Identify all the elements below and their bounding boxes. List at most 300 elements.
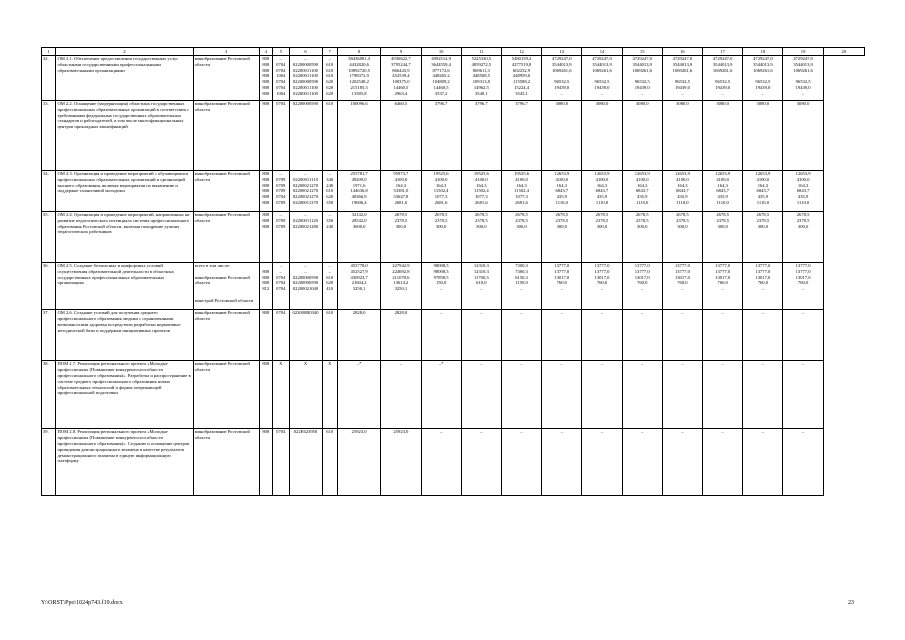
value-cell <box>501 361 541 429</box>
value-line: 255781,7 <box>350 171 368 176</box>
measure-name: ПОМ 2.7. Реализация регионального проекта «Молодые профессионалы (Повышение конкурентоспособности профессионального образования)». Разработка и распространение в системе среднего профессионального образования новых образовательных технологий и формы опережающей профессиональной подготовки <box>56 361 193 429</box>
value-line: 164,3 <box>637 182 648 188</box>
value-line: – <box>439 310 443 316</box>
value-cell <box>582 361 622 429</box>
value-line: 6843,7 <box>676 188 689 194</box>
value-line: – <box>681 286 684 292</box>
value-line: 808 <box>262 171 270 176</box>
value-line: 3600,0 <box>352 223 366 229</box>
value-cell <box>783 429 823 496</box>
row-number: 38. <box>42 361 56 429</box>
value-line: 808 <box>262 212 270 217</box>
value-cell <box>421 361 461 429</box>
budget-table <box>41 47 865 496</box>
value-cell <box>662 429 702 496</box>
value-line: – <box>560 310 563 316</box>
value-line: – <box>600 429 604 435</box>
value-line: 5225330,5 <box>471 56 492 61</box>
value-line: 13777,0 <box>634 263 650 268</box>
value-line: 2828,0 <box>394 310 408 316</box>
column-number-cell: 10 <box>421 48 461 56</box>
value-line: 02200011100 <box>293 73 318 79</box>
value-line: 19525,6 <box>514 171 530 176</box>
value-line: 3544013,9 <box>793 61 813 67</box>
measure-name: ОМ 2.2. Оснащение (модернизация) областных государственных профессиональных образовательных организаций в соответствии с требованиями федеральных государственных образовательных стандартов и работодателей, в том числе многофункциональных центров прикладных квалификаций <box>56 101 193 171</box>
value-line: 21604,2 <box>351 280 367 286</box>
value-line: 4277519,8 <box>511 61 532 67</box>
value-cell <box>622 263 662 310</box>
value-line: 0704 <box>276 280 286 286</box>
value-cell <box>421 212 461 263</box>
value-cell <box>381 56 421 101</box>
value-line: 0709 <box>276 199 286 205</box>
column-number-cell: 9 <box>381 48 421 56</box>
value-cell <box>783 212 823 263</box>
value-cell <box>337 171 380 212</box>
value-cell <box>622 212 662 263</box>
value-line: 1004 <box>276 90 286 96</box>
value-line: 435,9 <box>596 194 608 200</box>
value-line: 6843,7 <box>635 188 649 194</box>
value-cell <box>582 101 622 171</box>
value-line: 300,0 <box>677 223 688 229</box>
value-line: 3080,0 <box>756 101 770 106</box>
value-line: – <box>328 171 331 176</box>
executor: минобразование Ростовской области <box>193 361 259 429</box>
value-line: 0704 <box>276 274 286 280</box>
value-cell <box>662 171 702 212</box>
value-cell <box>289 56 322 101</box>
value-line: – <box>304 268 307 274</box>
value-cell <box>461 429 501 496</box>
column-number-cell: 5 <box>273 48 290 56</box>
column-number-cell: 18 <box>743 48 783 56</box>
value-line: 7300,3 <box>515 268 528 274</box>
value-line: – <box>279 268 282 274</box>
value-line: 6843,7 <box>756 188 770 194</box>
value-cell <box>622 310 662 361</box>
value-line: 0709 <box>276 182 286 188</box>
value-line: 100096,6 <box>350 101 368 106</box>
value-line: 19439,0 <box>674 84 690 90</box>
value-cell <box>273 212 290 263</box>
value-line: 96532,5 <box>755 79 771 85</box>
value-line: 3250,1 <box>394 286 408 292</box>
value-line: 4100,0 <box>716 176 729 182</box>
value-line: 1077,3 <box>475 194 488 200</box>
value-line: 19525,6 <box>473 171 489 176</box>
value-line: 3545,1 <box>515 90 528 96</box>
value-cell <box>461 101 501 171</box>
value-line: 0704 <box>276 79 286 85</box>
column-number-cell: 20 <box>823 48 864 56</box>
value-cell <box>259 56 272 101</box>
value-line: – <box>681 361 684 367</box>
measure-name: ОМ 2.5. Создание безопасных и комфортных условий осуществления образовательной деятельности в областных государственных профессиональных образовательных организациях <box>56 263 193 310</box>
value-line: – <box>641 361 644 367</box>
value-cell <box>461 212 501 263</box>
value-line: 760,0 <box>556 280 567 286</box>
value-line: – <box>801 286 805 292</box>
value-line: 1069261,6 <box>753 67 773 73</box>
value-cell <box>337 101 380 171</box>
value-cell <box>337 56 380 101</box>
value-cell <box>622 429 662 496</box>
value-cell <box>421 310 461 361</box>
value-line: 13777,0 <box>634 268 650 274</box>
value-line: 11502,4 <box>433 188 449 194</box>
value-line: – <box>681 429 684 435</box>
value-line: – <box>480 310 483 316</box>
value-line: 448959,0 <box>512 73 531 79</box>
value-line: 620 <box>326 90 334 96</box>
value-line: 808 <box>262 67 270 73</box>
value-line: 13777,0 <box>715 263 731 268</box>
value-line: 13614,2 <box>393 280 409 286</box>
value-line: 300,0 <box>637 223 648 229</box>
value-line: 1069261,6 <box>712 67 733 73</box>
value-line: 224692,8 <box>392 268 410 274</box>
measure-name: ОМ 2.3. Организация и проведение мероприятий с обучающимися профессиональных образовательных организаций и организаций высшего образования, включая мероприятия по выявлению и поддержке талантливой молодежи <box>56 171 193 212</box>
value-line: 4100,0 <box>475 176 488 182</box>
value-cell <box>337 429 380 496</box>
value-line: 1110,0 <box>595 199 609 205</box>
value-cell <box>259 263 272 310</box>
value-line: 96532,5 <box>594 79 610 85</box>
value-line: 3544013,9 <box>552 61 572 67</box>
value-line: 19439,0 <box>634 84 650 90</box>
value-line: 33647,8 <box>393 194 409 200</box>
value-line: – <box>600 286 604 292</box>
value-line: – <box>279 212 282 217</box>
value-line: 227942,9 <box>392 263 410 268</box>
value-cell <box>322 101 337 171</box>
value-line: 2678,5 <box>555 212 569 217</box>
value-cell <box>461 56 501 101</box>
value-line: 808 <box>262 61 270 67</box>
value-line: 25923,0 <box>393 429 409 435</box>
value-line: 760,0 <box>596 280 608 286</box>
value-line: 4100,0 <box>676 176 689 182</box>
value-line: 5480159,2 <box>511 56 532 61</box>
value-line: 300,0 <box>757 223 769 229</box>
value-line: 1798372,9 <box>349 73 369 79</box>
value-cell <box>273 56 290 101</box>
value-cell <box>381 361 421 429</box>
executor-line: минстрой Ростовской области <box>194 297 254 303</box>
value-line: 448508,5 <box>472 73 490 79</box>
value-cell <box>461 263 501 310</box>
value-cell <box>501 56 541 101</box>
value-line: 0704 <box>276 101 286 106</box>
value-line: 164,3 <box>596 182 608 188</box>
value-line: 7300,3 <box>515 263 528 268</box>
value-cell <box>461 310 501 361</box>
value-line: 0709 <box>276 188 286 194</box>
value-line: 11700,3 <box>473 274 489 280</box>
value-cell <box>622 171 662 212</box>
value-line: 808 <box>262 223 270 229</box>
value-line: 808 <box>262 188 270 194</box>
value-line: 2678,5 <box>515 212 528 217</box>
value-line: X <box>328 361 332 367</box>
value-line: 13777,0 <box>755 263 771 268</box>
value-line: 1110,0 <box>555 199 568 205</box>
value-line: 98008,5 <box>433 268 449 274</box>
value-cell <box>622 101 662 171</box>
value-line: X <box>279 361 283 367</box>
value-line: 602232,9 <box>512 67 531 73</box>
value-line: 96532,5 <box>554 79 570 85</box>
value-cell <box>381 171 421 212</box>
value-cell <box>322 212 337 263</box>
value-line: 808 <box>262 310 270 316</box>
value-cell <box>542 171 582 212</box>
value-line: – <box>721 90 724 96</box>
value-line: 3544013,9 <box>712 61 733 67</box>
value-line: 12653,9 <box>715 171 731 176</box>
value-line: 13777,0 <box>755 268 771 274</box>
value-line: 13777,0 <box>554 263 570 268</box>
column-number-cell: 8 <box>337 48 380 56</box>
value-cell <box>662 263 702 310</box>
value-line: 760,0 <box>797 280 809 286</box>
value-cell <box>582 212 622 263</box>
value-line: 164,3 <box>395 182 407 188</box>
value-cell <box>322 263 337 310</box>
executor: минобразование Ростовской области <box>193 56 259 101</box>
value-line: 808 <box>262 429 270 435</box>
value-line: 4100,0 <box>434 176 448 182</box>
executor-line: минобразование Ростовской области <box>194 274 250 286</box>
value-line: 1150,0 <box>515 280 528 286</box>
value-line: 1069261,6 <box>793 67 813 73</box>
value-cell <box>259 361 272 429</box>
value-cell <box>337 212 380 263</box>
value-cell <box>783 101 823 171</box>
value-cell <box>542 56 582 101</box>
value-line: 3080,0 <box>716 101 729 106</box>
table-row <box>42 56 865 101</box>
value-line: 6843,7 <box>796 188 810 194</box>
value-line: – <box>641 90 644 96</box>
value-line: 13017,0 <box>634 274 650 280</box>
value-line: 215185,3 <box>350 84 368 90</box>
value-line: 620 <box>326 194 334 200</box>
value-line: 452527,9 <box>350 268 368 274</box>
value-line: 2678,5 <box>394 212 408 217</box>
value-line: – <box>328 268 331 274</box>
value-line: 144636,8 <box>350 188 368 194</box>
value-line: 4059272,5 <box>471 61 492 67</box>
value-line: 610,0 <box>476 280 487 286</box>
value-line: 610 <box>326 67 334 73</box>
value-line: – <box>721 286 724 292</box>
value-line: 808 <box>262 274 270 280</box>
value-line: 620 <box>326 84 334 90</box>
value-line: 435,9 <box>556 194 567 200</box>
value-cell <box>542 429 582 496</box>
value-cell <box>273 310 290 361</box>
value-line: 0704 <box>276 61 286 67</box>
value-cell <box>542 101 582 171</box>
value-line: 4729247,0 <box>672 56 693 61</box>
value-line: – <box>600 90 604 96</box>
value-line: – <box>801 310 805 316</box>
value-line: 2378,5 <box>676 217 689 223</box>
measure-name: ОМ 2.6. Создание условий для получения среднего профессионального образования людьми с ограниченными возможностями здоровья посредством разработки нормативно-методической базы и поддержки инициативных проектов <box>56 310 193 361</box>
value-cell <box>289 101 322 171</box>
value-line: 1069261,6 <box>552 67 572 73</box>
value-cell <box>322 56 337 101</box>
value-line: 97858,5 <box>433 274 449 280</box>
value-line: 1202548,2 <box>349 79 369 85</box>
value-line: 10892720,5 <box>348 67 371 73</box>
column-number-cell: 13 <box>542 48 582 56</box>
value-line: 3080,0 <box>595 101 609 106</box>
value-cell <box>289 263 322 310</box>
value-line: 808 <box>262 79 270 85</box>
value-line: – <box>801 90 805 96</box>
value-line: 455778,0 <box>350 263 368 268</box>
value-line: – <box>520 361 523 367</box>
value-line: 13777,0 <box>674 263 690 268</box>
value-line: 2678,5 <box>595 212 609 217</box>
value-line: 2378,5 <box>635 217 649 223</box>
value-line: 2378,5 <box>555 217 569 223</box>
value-cell <box>743 171 783 212</box>
value-line: 02200011100 <box>293 84 318 90</box>
row-number: 35. <box>42 212 56 263</box>
value-line: 6843,7 <box>595 188 609 194</box>
value-line: 3537,2 <box>434 90 448 96</box>
value-line: – <box>304 212 307 217</box>
value-line: 1971,6 <box>352 182 366 188</box>
value-cell <box>743 56 783 101</box>
value-cell <box>289 171 322 212</box>
value-line: 19606,4 <box>351 199 367 205</box>
value-cell <box>461 361 501 429</box>
value-line: 808 <box>262 199 270 205</box>
value-cell <box>273 171 290 212</box>
table-row <box>42 101 865 171</box>
value-line: – <box>328 56 331 61</box>
value-cell <box>783 56 823 101</box>
value-line: 2378,5 <box>716 217 729 223</box>
value-line: 760,0 <box>717 280 728 286</box>
value-line: 13017,0 <box>795 274 811 280</box>
value-cell <box>259 429 272 496</box>
value-line: – <box>279 56 282 61</box>
value-line: 350 <box>326 199 334 205</box>
column-number-cell: 3 <box>193 48 259 56</box>
value-cell <box>542 263 582 310</box>
table-row <box>42 310 865 361</box>
value-line: 452539,4 <box>392 73 410 79</box>
value-cell <box>662 310 702 361</box>
value-line: 6843,7 <box>555 188 569 194</box>
value-line: 150,0 <box>435 280 447 286</box>
value-cell <box>273 263 290 310</box>
value-line: – <box>641 310 644 316</box>
value-line: – <box>801 429 805 435</box>
value-line: 1110,0 <box>716 199 729 205</box>
value-line: 4100,0 <box>796 176 810 182</box>
value-line: 96532,5 <box>795 79 811 85</box>
value-line: 0709 <box>276 217 286 223</box>
value-line: 96532,5 <box>674 79 690 85</box>
value-line: – <box>681 90 684 96</box>
value-line: – <box>480 429 483 435</box>
value-line: 1110,0 <box>756 199 769 205</box>
value-line: 28542,0 <box>351 217 367 223</box>
value-line: – <box>721 361 724 367</box>
value-line: – <box>761 429 764 435</box>
value-line: 13017,0 <box>674 274 690 280</box>
value-line: 14460,5 <box>393 84 409 90</box>
column-number-cell: 2 <box>56 48 193 56</box>
executor-line: всего в том числе: <box>194 263 231 268</box>
value-line: 4729247,0 <box>712 56 733 61</box>
value-cell <box>743 361 783 429</box>
value-cell <box>582 263 622 310</box>
value-line: 0704 <box>276 286 286 292</box>
value-line: 104809,2 <box>432 79 450 85</box>
value-line: 19439,0 <box>594 84 610 90</box>
value-cell <box>703 310 743 361</box>
value-line: – <box>600 310 604 316</box>
value-cell <box>743 212 783 263</box>
value-line: 14460,5 <box>433 84 449 90</box>
value-line: 610 <box>326 188 334 194</box>
table-row <box>42 361 865 429</box>
value-line: – <box>520 310 523 316</box>
value-line: 19439,0 <box>554 84 570 90</box>
value-line: 1069261,6 <box>672 67 693 73</box>
value-line: 49209,0 <box>351 176 367 182</box>
value-line: 02200000590 <box>292 61 319 67</box>
row-number: 34. <box>42 171 56 212</box>
value-line: 760,0 <box>757 280 769 286</box>
value-line: 620 <box>326 79 334 85</box>
value-cell <box>743 101 783 171</box>
value-line: 25923,0 <box>351 429 367 435</box>
value-line: 13777,0 <box>674 268 690 274</box>
value-line: 448265,2 <box>432 73 450 79</box>
value-line: 11502,4 <box>514 188 529 194</box>
value-line: 02200000590 <box>292 79 319 85</box>
value-line: 430923,7 <box>350 274 368 280</box>
value-line: 435,9 <box>717 194 728 200</box>
value-line: 02200011100 <box>293 90 318 96</box>
value-line: 866443,9 <box>392 67 410 73</box>
value-line: 13017,0 <box>715 274 731 280</box>
value-line: 2378,5 <box>475 217 488 223</box>
value-line: 14962,5 <box>473 84 489 90</box>
value-line: 02200021270 <box>292 188 319 194</box>
value-line: 808 <box>262 73 270 79</box>
value-line: 3080,0 <box>796 101 810 106</box>
value-cell <box>662 56 702 101</box>
value-line: 13777,0 <box>795 268 811 274</box>
value-line: 4100,0 <box>756 176 770 182</box>
page-number: 23 <box>848 600 854 606</box>
value-line: 2378,5 <box>756 217 770 223</box>
value-line: – <box>480 361 483 367</box>
value-line: 02200021040 <box>292 286 319 292</box>
value-line: 240 <box>326 182 334 188</box>
value-line: 4432820,6 <box>349 61 369 67</box>
